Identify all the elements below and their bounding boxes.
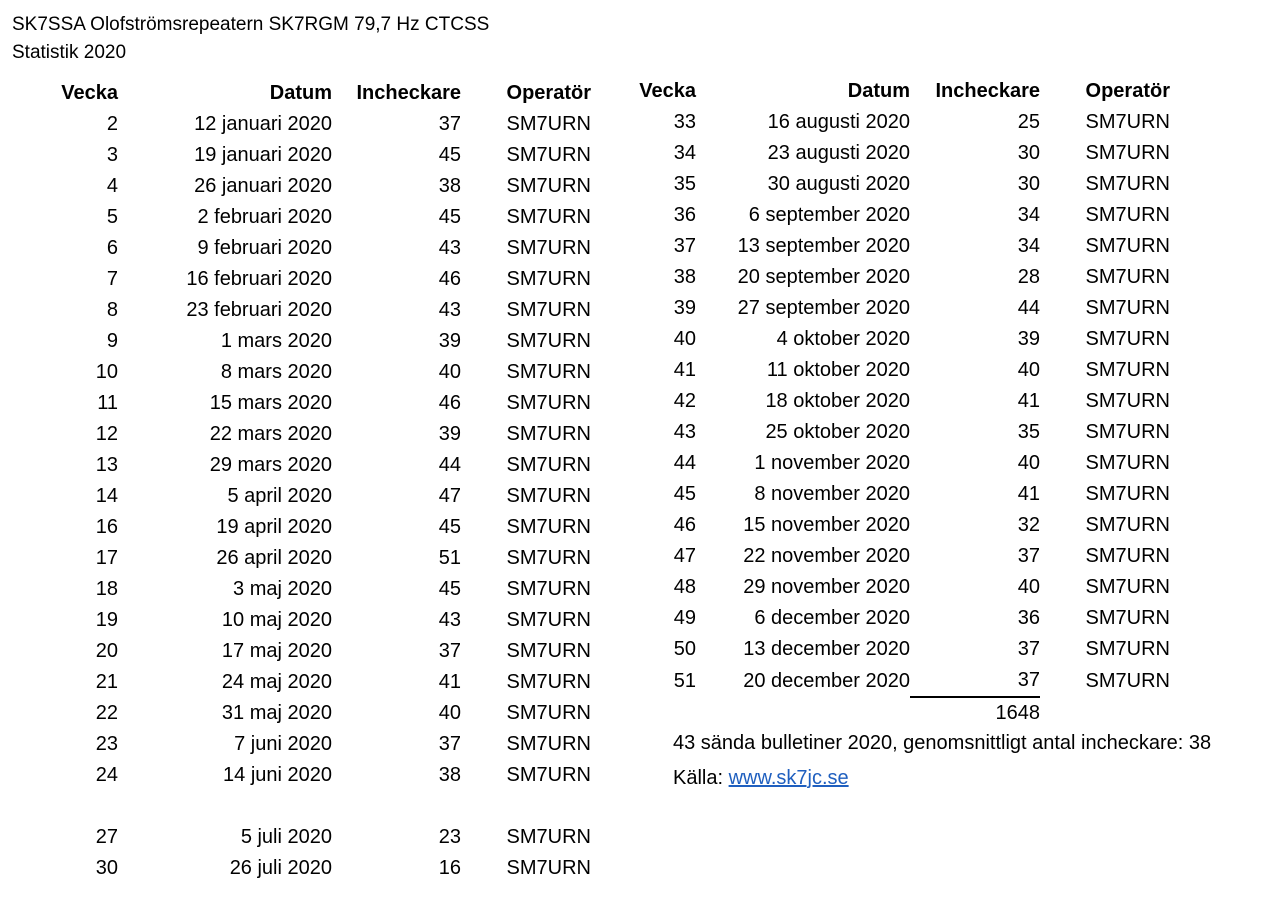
checkins-cell: 37 bbox=[1017, 669, 1040, 691]
week-cell: 44 bbox=[673, 452, 696, 474]
date-cell: 30 augusti 2020 bbox=[767, 173, 910, 195]
date-cell: 1 mars 2020 bbox=[220, 330, 332, 352]
checkins-cell: 37 bbox=[438, 640, 461, 662]
table-row bbox=[618, 479, 1170, 510]
date-cell: 29 november 2020 bbox=[743, 576, 910, 598]
date-cell: 8 november 2020 bbox=[754, 483, 910, 505]
date-cell: 26 januari 2020 bbox=[194, 175, 332, 197]
table-row bbox=[618, 448, 1170, 479]
table-row bbox=[618, 293, 1170, 324]
table-row bbox=[618, 169, 1170, 200]
week-cell: 42 bbox=[673, 390, 696, 412]
week-cell: 2 bbox=[106, 113, 118, 135]
operator-cell: SM7URN bbox=[506, 392, 591, 414]
table-row bbox=[40, 450, 591, 481]
header-date: Datum bbox=[847, 80, 910, 102]
operator-cell: SM7URN bbox=[506, 547, 591, 569]
checkins-cell: 37 bbox=[1017, 638, 1040, 660]
table-row bbox=[618, 665, 1170, 697]
table-row bbox=[40, 419, 591, 450]
date-cell: 16 februari 2020 bbox=[186, 268, 332, 290]
operator-cell: SM7URN bbox=[506, 113, 591, 135]
week-cell: 27 bbox=[95, 826, 118, 848]
operator-cell: SM7URN bbox=[1085, 607, 1170, 629]
date-cell: 20 december 2020 bbox=[743, 669, 910, 692]
week-cell: 47 bbox=[673, 545, 696, 567]
checkins-cell: 45 bbox=[438, 578, 461, 600]
date-cell: 23 februari 2020 bbox=[186, 299, 332, 321]
date-cell: 16 augusti 2020 bbox=[767, 111, 910, 133]
table-row bbox=[40, 698, 591, 729]
table-row bbox=[40, 729, 591, 760]
table-row bbox=[40, 791, 591, 822]
operator-cell: SM7URN bbox=[1085, 235, 1170, 257]
operator-cell: SM7URN bbox=[1085, 204, 1170, 226]
checkins-cell: 47 bbox=[438, 485, 461, 507]
operator-cell: SM7URN bbox=[506, 361, 591, 383]
checkins-cell: 40 bbox=[438, 361, 461, 383]
total-checkins: 1648 bbox=[910, 697, 1040, 729]
week-cell: 49 bbox=[673, 607, 696, 629]
week-cell: 12 bbox=[95, 423, 118, 445]
right-table bbox=[618, 76, 1170, 729]
checkins-cell: 51 bbox=[438, 547, 461, 569]
table-row bbox=[618, 231, 1170, 262]
table-row bbox=[40, 822, 591, 853]
week-cell: 16 bbox=[95, 516, 118, 538]
table-row bbox=[618, 324, 1170, 355]
week-cell: 45 bbox=[673, 483, 696, 505]
checkins-cell: 37 bbox=[438, 113, 461, 135]
right-header-row bbox=[618, 76, 1170, 107]
date-cell: 17 maj 2020 bbox=[221, 640, 332, 662]
operator-cell: SM7URN bbox=[506, 144, 591, 166]
operator-cell: SM7URN bbox=[1085, 452, 1170, 474]
table-row bbox=[618, 386, 1170, 417]
operator-cell: SM7URN bbox=[1085, 359, 1170, 381]
table-row bbox=[40, 760, 591, 791]
week-cell: 22 bbox=[95, 702, 118, 724]
date-cell: 14 juni 2020 bbox=[223, 764, 332, 786]
checkins-cell: 32 bbox=[1017, 514, 1040, 536]
table-row bbox=[40, 171, 591, 202]
table-row bbox=[40, 140, 591, 171]
week-cell: 20 bbox=[95, 640, 118, 662]
page-subtitle: Statistik 2020 bbox=[12, 42, 127, 63]
table-row bbox=[40, 326, 591, 357]
checkins-cell: 36 bbox=[1017, 607, 1040, 629]
header-operator: Operatör bbox=[1085, 80, 1170, 102]
table-row bbox=[618, 262, 1170, 293]
checkins-cell: 39 bbox=[1017, 328, 1040, 350]
checkins-cell: 30 bbox=[1017, 142, 1040, 164]
week-cell: 37 bbox=[673, 235, 696, 257]
week-cell: 24 bbox=[95, 764, 118, 786]
week-cell: 39 bbox=[673, 297, 696, 319]
date-cell: 11 oktober 2020 bbox=[766, 359, 910, 381]
checkins-cell: 39 bbox=[438, 423, 461, 445]
checkins-cell: 41 bbox=[1017, 390, 1040, 412]
table-row bbox=[40, 264, 591, 295]
operator-cell: SM7URN bbox=[506, 175, 591, 197]
operator-cell: SM7URN bbox=[506, 609, 591, 631]
date-cell: 20 september 2020 bbox=[737, 266, 910, 288]
operator-cell: SM7URN bbox=[1085, 390, 1170, 412]
week-cell: 38 bbox=[673, 266, 696, 288]
checkins-cell: 41 bbox=[1017, 483, 1040, 505]
week-cell: 3 bbox=[106, 144, 118, 166]
table-row bbox=[40, 109, 591, 140]
operator-cell: SM7URN bbox=[1085, 669, 1170, 692]
total-row bbox=[618, 697, 1170, 729]
source-link[interactable]: www.sk7jc.se bbox=[728, 767, 849, 789]
checkins-cell: 43 bbox=[438, 299, 461, 321]
date-cell: 15 mars 2020 bbox=[209, 392, 332, 414]
date-cell: 29 mars 2020 bbox=[209, 454, 332, 476]
week-cell: 48 bbox=[673, 576, 696, 598]
date-cell: 24 maj 2020 bbox=[221, 671, 332, 693]
week-cell: 35 bbox=[673, 173, 696, 195]
week-cell: 18 bbox=[95, 578, 118, 600]
operator-cell: SM7URN bbox=[506, 485, 591, 507]
date-cell: 31 maj 2020 bbox=[221, 702, 332, 724]
header-date: Datum bbox=[269, 82, 332, 104]
operator-cell: SM7URN bbox=[1085, 111, 1170, 133]
operator-cell: SM7URN bbox=[506, 640, 591, 662]
table-row bbox=[618, 541, 1170, 572]
checkins-cell: 34 bbox=[1017, 204, 1040, 226]
table-row bbox=[40, 605, 591, 636]
date-cell: 27 september 2020 bbox=[737, 297, 910, 319]
checkins-cell: 39 bbox=[438, 330, 461, 352]
table-row bbox=[40, 295, 591, 326]
week-cell: 5 bbox=[106, 206, 118, 228]
date-cell: 9 februari 2020 bbox=[197, 237, 332, 259]
checkins-cell: 28 bbox=[1017, 266, 1040, 288]
operator-cell: SM7URN bbox=[506, 733, 591, 755]
checkins-cell: 40 bbox=[1017, 576, 1040, 598]
date-cell: 15 november 2020 bbox=[743, 514, 910, 536]
checkins-cell: 40 bbox=[1017, 359, 1040, 381]
week-cell: 33 bbox=[673, 111, 696, 133]
operator-cell: SM7URN bbox=[506, 516, 591, 538]
table-row bbox=[618, 200, 1170, 231]
date-cell: 18 oktober 2020 bbox=[765, 390, 910, 412]
operator-cell: SM7URN bbox=[506, 671, 591, 693]
header-week: Vecka bbox=[61, 82, 118, 104]
checkins-cell: 44 bbox=[1017, 297, 1040, 319]
operator-cell: SM7URN bbox=[506, 826, 591, 848]
operator-cell: SM7URN bbox=[1085, 266, 1170, 288]
week-cell: 46 bbox=[673, 514, 696, 536]
week-cell: 14 bbox=[95, 485, 118, 507]
date-cell: 4 oktober 2020 bbox=[776, 328, 910, 350]
header-checkins: Incheckare bbox=[356, 82, 461, 104]
week-cell: 19 bbox=[95, 609, 118, 631]
checkins-cell: 37 bbox=[438, 733, 461, 755]
table-row bbox=[40, 543, 591, 574]
table-row bbox=[40, 636, 591, 667]
checkins-cell: 46 bbox=[438, 392, 461, 414]
checkins-cell: 23 bbox=[438, 826, 461, 848]
week-cell: 34 bbox=[673, 142, 696, 164]
week-cell: 23 bbox=[95, 733, 118, 755]
table-row bbox=[618, 138, 1170, 169]
checkins-cell: 45 bbox=[438, 206, 461, 228]
table-row bbox=[40, 202, 591, 233]
week-cell: 13 bbox=[95, 454, 118, 476]
date-cell: 12 januari 2020 bbox=[194, 113, 332, 135]
week-cell: 17 bbox=[95, 547, 118, 569]
checkins-cell: 40 bbox=[438, 702, 461, 724]
date-cell: 25 oktober 2020 bbox=[765, 421, 910, 443]
date-cell: 1 november 2020 bbox=[754, 452, 910, 474]
checkins-cell: 35 bbox=[1017, 421, 1040, 443]
date-cell: 10 maj 2020 bbox=[221, 609, 332, 631]
date-cell: 26 juli 2020 bbox=[229, 857, 332, 879]
table-row bbox=[618, 510, 1170, 541]
date-cell: 22 mars 2020 bbox=[209, 423, 332, 445]
left-header-row bbox=[40, 78, 591, 109]
header-checkins: Incheckare bbox=[935, 80, 1040, 102]
operator-cell: SM7URN bbox=[1085, 514, 1170, 536]
operator-cell: SM7URN bbox=[506, 299, 591, 321]
operator-cell: SM7URN bbox=[1085, 173, 1170, 195]
date-cell: 5 april 2020 bbox=[227, 485, 332, 507]
date-cell: 26 april 2020 bbox=[216, 547, 332, 569]
operator-cell: SM7URN bbox=[506, 764, 591, 786]
operator-cell: SM7URN bbox=[1085, 576, 1170, 598]
header-week: Vecka bbox=[639, 80, 696, 102]
week-cell: 43 bbox=[673, 421, 696, 443]
operator-cell: SM7URN bbox=[506, 702, 591, 724]
date-cell: 22 november 2020 bbox=[743, 545, 910, 567]
operator-cell: SM7URN bbox=[1085, 638, 1170, 660]
week-cell: 41 bbox=[673, 359, 696, 381]
operator-cell: SM7URN bbox=[1085, 545, 1170, 567]
operator-cell: SM7URN bbox=[1085, 297, 1170, 319]
table-row bbox=[618, 107, 1170, 138]
operator-cell: SM7URN bbox=[1085, 328, 1170, 350]
checkins-cell: 46 bbox=[438, 268, 461, 290]
source-label: Källa: bbox=[673, 767, 724, 789]
checkins-cell: 16 bbox=[438, 857, 461, 879]
checkins-cell: 38 bbox=[438, 764, 461, 786]
table-row bbox=[40, 357, 591, 388]
date-cell: 3 maj 2020 bbox=[233, 578, 332, 600]
week-cell: 9 bbox=[106, 330, 118, 352]
operator-cell: SM7URN bbox=[1085, 142, 1170, 164]
week-cell: 4 bbox=[106, 175, 118, 197]
operator-cell: SM7URN bbox=[1085, 483, 1170, 505]
left-table bbox=[40, 78, 591, 884]
operator-cell: SM7URN bbox=[1085, 421, 1170, 443]
week-cell: 30 bbox=[95, 857, 118, 879]
operator-cell: SM7URN bbox=[506, 423, 591, 445]
checkins-cell: 38 bbox=[438, 175, 461, 197]
checkins-cell: 41 bbox=[438, 671, 461, 693]
operator-cell: SM7URN bbox=[506, 268, 591, 290]
operator-cell: SM7URN bbox=[506, 454, 591, 476]
date-cell: 19 april 2020 bbox=[216, 516, 332, 538]
checkins-cell: 37 bbox=[1017, 545, 1040, 567]
checkins-cell: 45 bbox=[438, 516, 461, 538]
week-cell: 40 bbox=[673, 328, 696, 350]
summary-text: 43 sända bulletiner 2020, genomsnittligt antal incheckare: 38 bbox=[673, 732, 1212, 754]
table-row bbox=[618, 603, 1170, 634]
checkins-cell: 43 bbox=[438, 609, 461, 631]
week-cell: 21 bbox=[95, 671, 118, 693]
header-operator: Operatör bbox=[506, 82, 591, 104]
week-cell: 6 bbox=[106, 237, 118, 259]
week-cell: 51 bbox=[673, 669, 696, 692]
table-row bbox=[40, 512, 591, 543]
week-cell: 10 bbox=[95, 361, 118, 383]
date-cell: 13 september 2020 bbox=[737, 235, 910, 257]
checkins-cell: 45 bbox=[438, 144, 461, 166]
table-row bbox=[618, 634, 1170, 665]
table-row bbox=[618, 572, 1170, 603]
checkins-cell: 25 bbox=[1017, 111, 1040, 133]
operator-cell: SM7URN bbox=[506, 237, 591, 259]
table-row bbox=[40, 388, 591, 419]
operator-cell: SM7URN bbox=[506, 206, 591, 228]
date-cell: 13 december 2020 bbox=[743, 638, 910, 660]
week-cell: 8 bbox=[106, 299, 118, 321]
week-cell: 7 bbox=[106, 268, 118, 290]
table-row bbox=[40, 481, 591, 512]
operator-cell: SM7URN bbox=[506, 330, 591, 352]
table-row bbox=[618, 417, 1170, 448]
operator-cell: SM7URN bbox=[506, 857, 591, 879]
date-cell: 8 mars 2020 bbox=[220, 361, 332, 383]
date-cell: 5 juli 2020 bbox=[240, 826, 332, 848]
table-row bbox=[40, 667, 591, 698]
date-cell: 2 februari 2020 bbox=[197, 206, 332, 228]
week-cell: 50 bbox=[673, 638, 696, 660]
table-row bbox=[618, 355, 1170, 386]
date-cell: 6 december 2020 bbox=[754, 607, 910, 629]
checkins-cell: 43 bbox=[438, 237, 461, 259]
checkins-cell: 44 bbox=[438, 454, 461, 476]
operator-cell: SM7URN bbox=[506, 578, 591, 600]
table-row bbox=[40, 853, 591, 884]
date-cell: 19 januari 2020 bbox=[194, 144, 332, 166]
page-title: SK7SSA Olofströmsrepeatern SK7RGM 79,7 Hz CTCSS bbox=[12, 14, 490, 35]
checkins-cell: 40 bbox=[1017, 452, 1040, 474]
table-row bbox=[40, 574, 591, 605]
source-line bbox=[673, 767, 849, 790]
date-cell: 7 juni 2020 bbox=[234, 733, 332, 755]
date-cell: 23 augusti 2020 bbox=[767, 142, 910, 164]
week-cell: 11 bbox=[97, 392, 118, 414]
date-cell: 6 september 2020 bbox=[748, 204, 910, 226]
checkins-cell: 34 bbox=[1017, 235, 1040, 257]
week-cell: 36 bbox=[673, 204, 696, 226]
checkins-cell: 30 bbox=[1017, 173, 1040, 195]
table-row bbox=[40, 233, 591, 264]
